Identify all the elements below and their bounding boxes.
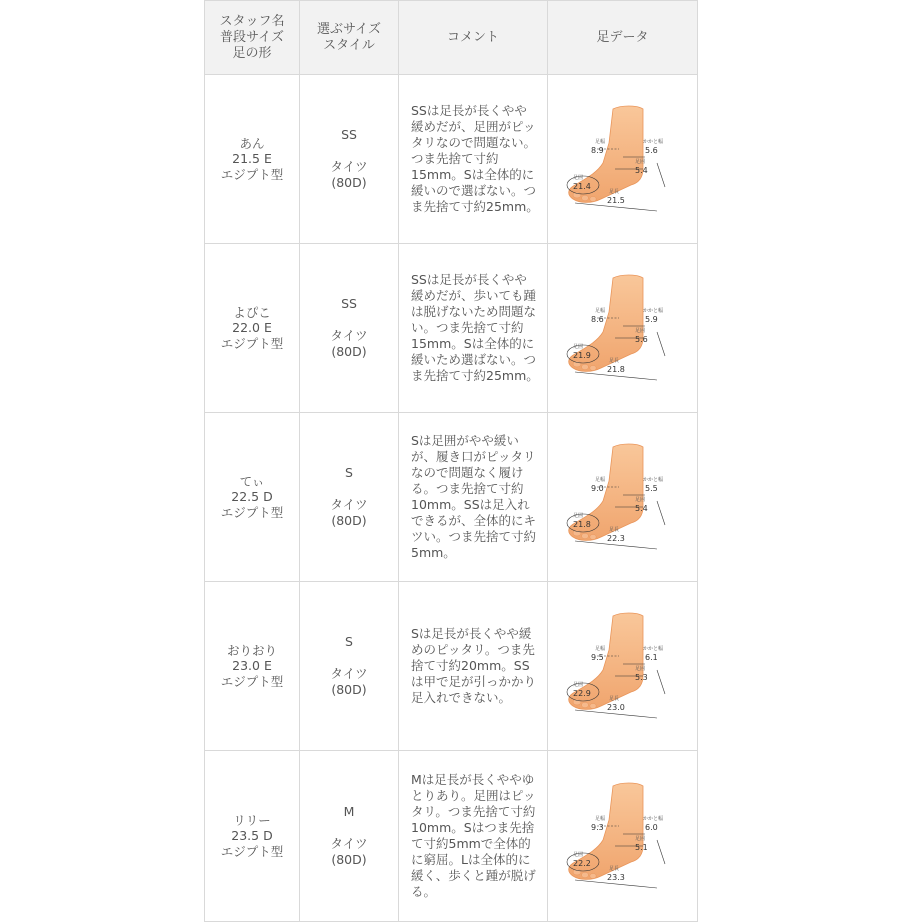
header-usual-size: 普段サイズ — [220, 29, 284, 45]
chosen-size: SS — [341, 296, 357, 311]
table-row — [205, 413, 698, 582]
style: タイツ — [330, 666, 368, 681]
foot-shape: エジプト型 — [220, 504, 284, 520]
header-style: スタイル — [323, 37, 375, 53]
foot-heel-value: 5.9 — [644, 315, 658, 324]
comment-cell: SSは足長が長くやや緩めだが、足囲がピッタリなので問題ない。つま先捨て寸約15mm。Sは全体的に緩いので選ばない。つま先捨て寸約25mm。 — [399, 75, 548, 244]
foot-instep-value: 9.5 — [590, 653, 604, 662]
foot-label-girth: 足囲 — [572, 344, 583, 350]
style: タイツ — [330, 328, 368, 343]
usual-size: 23.0 E — [232, 658, 272, 674]
foot-label-girth: 足囲 — [572, 175, 583, 181]
foot-width-value: 5.1 — [634, 843, 648, 852]
size-comparison-table-wrapper — [204, 0, 697, 922]
foot-label-width: 足囲 — [634, 328, 645, 334]
style-denier: (80D) — [331, 513, 367, 528]
foot-data-cell — [548, 244, 698, 413]
foot-data-cell — [548, 413, 698, 582]
style-denier: (80D) — [331, 175, 367, 190]
usual-size: 22.0 E — [232, 320, 272, 336]
foot-girth-value: 22.2 — [572, 859, 591, 868]
foot-girth-value: 21.4 — [572, 182, 591, 191]
staff-name: てぃ — [239, 473, 265, 489]
foot-label-girth: 足囲 — [572, 682, 583, 688]
foot-diagram — [561, 103, 685, 215]
header-chosen-size: 選ぶサイズ — [317, 21, 381, 37]
comment-cell: SSは足長が長くやや緩めだが、歩いても踵は脱げないため問題ない。つま先捨て寸約15mm。Sは全体的に緩いため選ばない。つま先捨て寸約25mm。 — [399, 244, 548, 413]
foot-instep-value: 8.9 — [590, 146, 604, 155]
usual-size: 22.5 D — [231, 489, 273, 505]
foot-diagram — [561, 610, 685, 722]
chosen-size: M — [343, 804, 355, 819]
size-cell — [300, 582, 399, 751]
foot-label-length: 足長 — [608, 866, 619, 872]
staff-name: よぴこ — [233, 304, 271, 320]
foot-length-value: 21.5 — [606, 196, 625, 205]
header-size — [300, 1, 399, 75]
foot-instep-value: 9.0 — [590, 484, 604, 493]
comment-cell: Sは足長が長くやや緩めのピッタリ。つま先捨て寸約20mm。SSは甲で足が引っかかり足入れできない。 — [399, 582, 548, 751]
foot-label-length: 足長 — [608, 527, 619, 533]
chosen-size: S — [345, 634, 353, 649]
foot-label-instep: 足幅 — [594, 139, 605, 145]
foot-label-length: 足長 — [608, 189, 619, 195]
staff-cell — [205, 244, 300, 413]
foot-label-width: 足囲 — [634, 666, 645, 672]
size-comparison-table — [204, 0, 698, 922]
foot-instep-value: 8.6 — [590, 315, 604, 324]
foot-girth-value: 21.8 — [572, 520, 591, 529]
style-denier: (80D) — [331, 682, 367, 697]
foot-data-cell — [548, 75, 698, 244]
header-foot-shape: 足の形 — [232, 45, 272, 61]
staff-cell — [205, 413, 300, 582]
size-cell — [300, 75, 399, 244]
header-comment: コメント — [399, 1, 548, 75]
foot-length-value: 21.8 — [606, 365, 625, 374]
foot-label-girth: 足囲 — [572, 513, 583, 519]
foot-label-heel: かかと幅 — [642, 646, 663, 652]
foot-length-value: 23.3 — [606, 873, 625, 882]
foot-width-value: 5.6 — [634, 335, 648, 344]
foot-instep-value: 9.3 — [590, 823, 604, 832]
staff-name: あん — [239, 135, 265, 151]
foot-width-value: 5.4 — [634, 504, 648, 513]
style: タイツ — [330, 836, 368, 851]
foot-girth-value: 22.9 — [572, 689, 591, 698]
foot-heel-value: 5.5 — [644, 484, 658, 493]
foot-label-length: 足長 — [608, 696, 619, 702]
staff-name: リリー — [233, 812, 271, 828]
foot-heel-value: 6.0 — [644, 823, 658, 832]
foot-label-instep: 足幅 — [594, 477, 605, 483]
table-row — [205, 751, 698, 922]
usual-size: 23.5 D — [231, 828, 273, 844]
header-staff — [205, 1, 300, 75]
foot-heel-value: 5.6 — [644, 146, 658, 155]
foot-heel-value: 6.1 — [644, 653, 658, 662]
foot-length-value: 22.3 — [606, 534, 625, 543]
foot-label-heel: かかと幅 — [642, 308, 663, 314]
header-foot-data: 足データ — [548, 1, 698, 75]
chosen-size: S — [345, 465, 353, 480]
style: タイツ — [330, 497, 368, 512]
chosen-size: SS — [341, 127, 357, 142]
size-cell — [300, 751, 399, 922]
staff-cell — [205, 751, 300, 922]
foot-diagram — [561, 780, 685, 892]
table-row — [205, 244, 698, 413]
foot-label-instep: 足幅 — [594, 646, 605, 652]
foot-data-cell — [548, 582, 698, 751]
foot-width-value: 5.4 — [634, 166, 648, 175]
style-denier: (80D) — [331, 852, 367, 867]
foot-shape: エジプト型 — [220, 335, 284, 351]
foot-shape: エジプト型 — [220, 843, 284, 859]
table-header-row — [205, 1, 698, 75]
style-denier: (80D) — [331, 344, 367, 359]
table-row — [205, 75, 698, 244]
foot-label-heel: かかと幅 — [642, 139, 663, 145]
usual-size: 21.5 E — [232, 151, 272, 167]
foot-label-instep: 足幅 — [594, 816, 605, 822]
table-row — [205, 582, 698, 751]
foot-data-cell — [548, 751, 698, 922]
staff-name: おりおり — [226, 642, 277, 658]
foot-label-heel: かかと幅 — [642, 816, 663, 822]
foot-label-heel: かかと幅 — [642, 477, 663, 483]
foot-label-width: 足囲 — [634, 159, 645, 165]
foot-shape: エジプト型 — [220, 673, 284, 689]
comment-cell: Sは足囲がやや緩いが、履き口がピッタリなので問題なく履ける。つま先捨て寸約10mm。SSは足入れできるが、全体的にキツい。つま先捨て寸約5mm。 — [399, 413, 548, 582]
foot-length-value: 23.0 — [606, 703, 625, 712]
staff-cell — [205, 75, 300, 244]
foot-label-width: 足囲 — [634, 836, 645, 842]
foot-label-length: 足長 — [608, 358, 619, 364]
staff-cell — [205, 582, 300, 751]
header-staff-name: スタッフ名 — [219, 13, 285, 29]
foot-girth-value: 21.9 — [572, 351, 591, 360]
foot-shape: エジプト型 — [220, 166, 284, 182]
size-cell — [300, 413, 399, 582]
foot-width-value: 5.3 — [634, 673, 648, 682]
foot-label-width: 足囲 — [634, 497, 645, 503]
foot-diagram — [561, 441, 685, 553]
comment-cell: Mは足長が長くややゆとりあり。足囲はピッタリ。つま先捨て寸約10mm。Sはつま先捨て寸約5mmで全体的に窮屈。Lは全体的に緩く、歩くと踵が脱げる。 — [399, 751, 548, 922]
foot-label-girth: 足囲 — [572, 852, 583, 858]
size-cell — [300, 244, 399, 413]
style: タイツ — [330, 159, 368, 174]
foot-diagram — [561, 272, 685, 384]
foot-label-instep: 足幅 — [594, 308, 605, 314]
